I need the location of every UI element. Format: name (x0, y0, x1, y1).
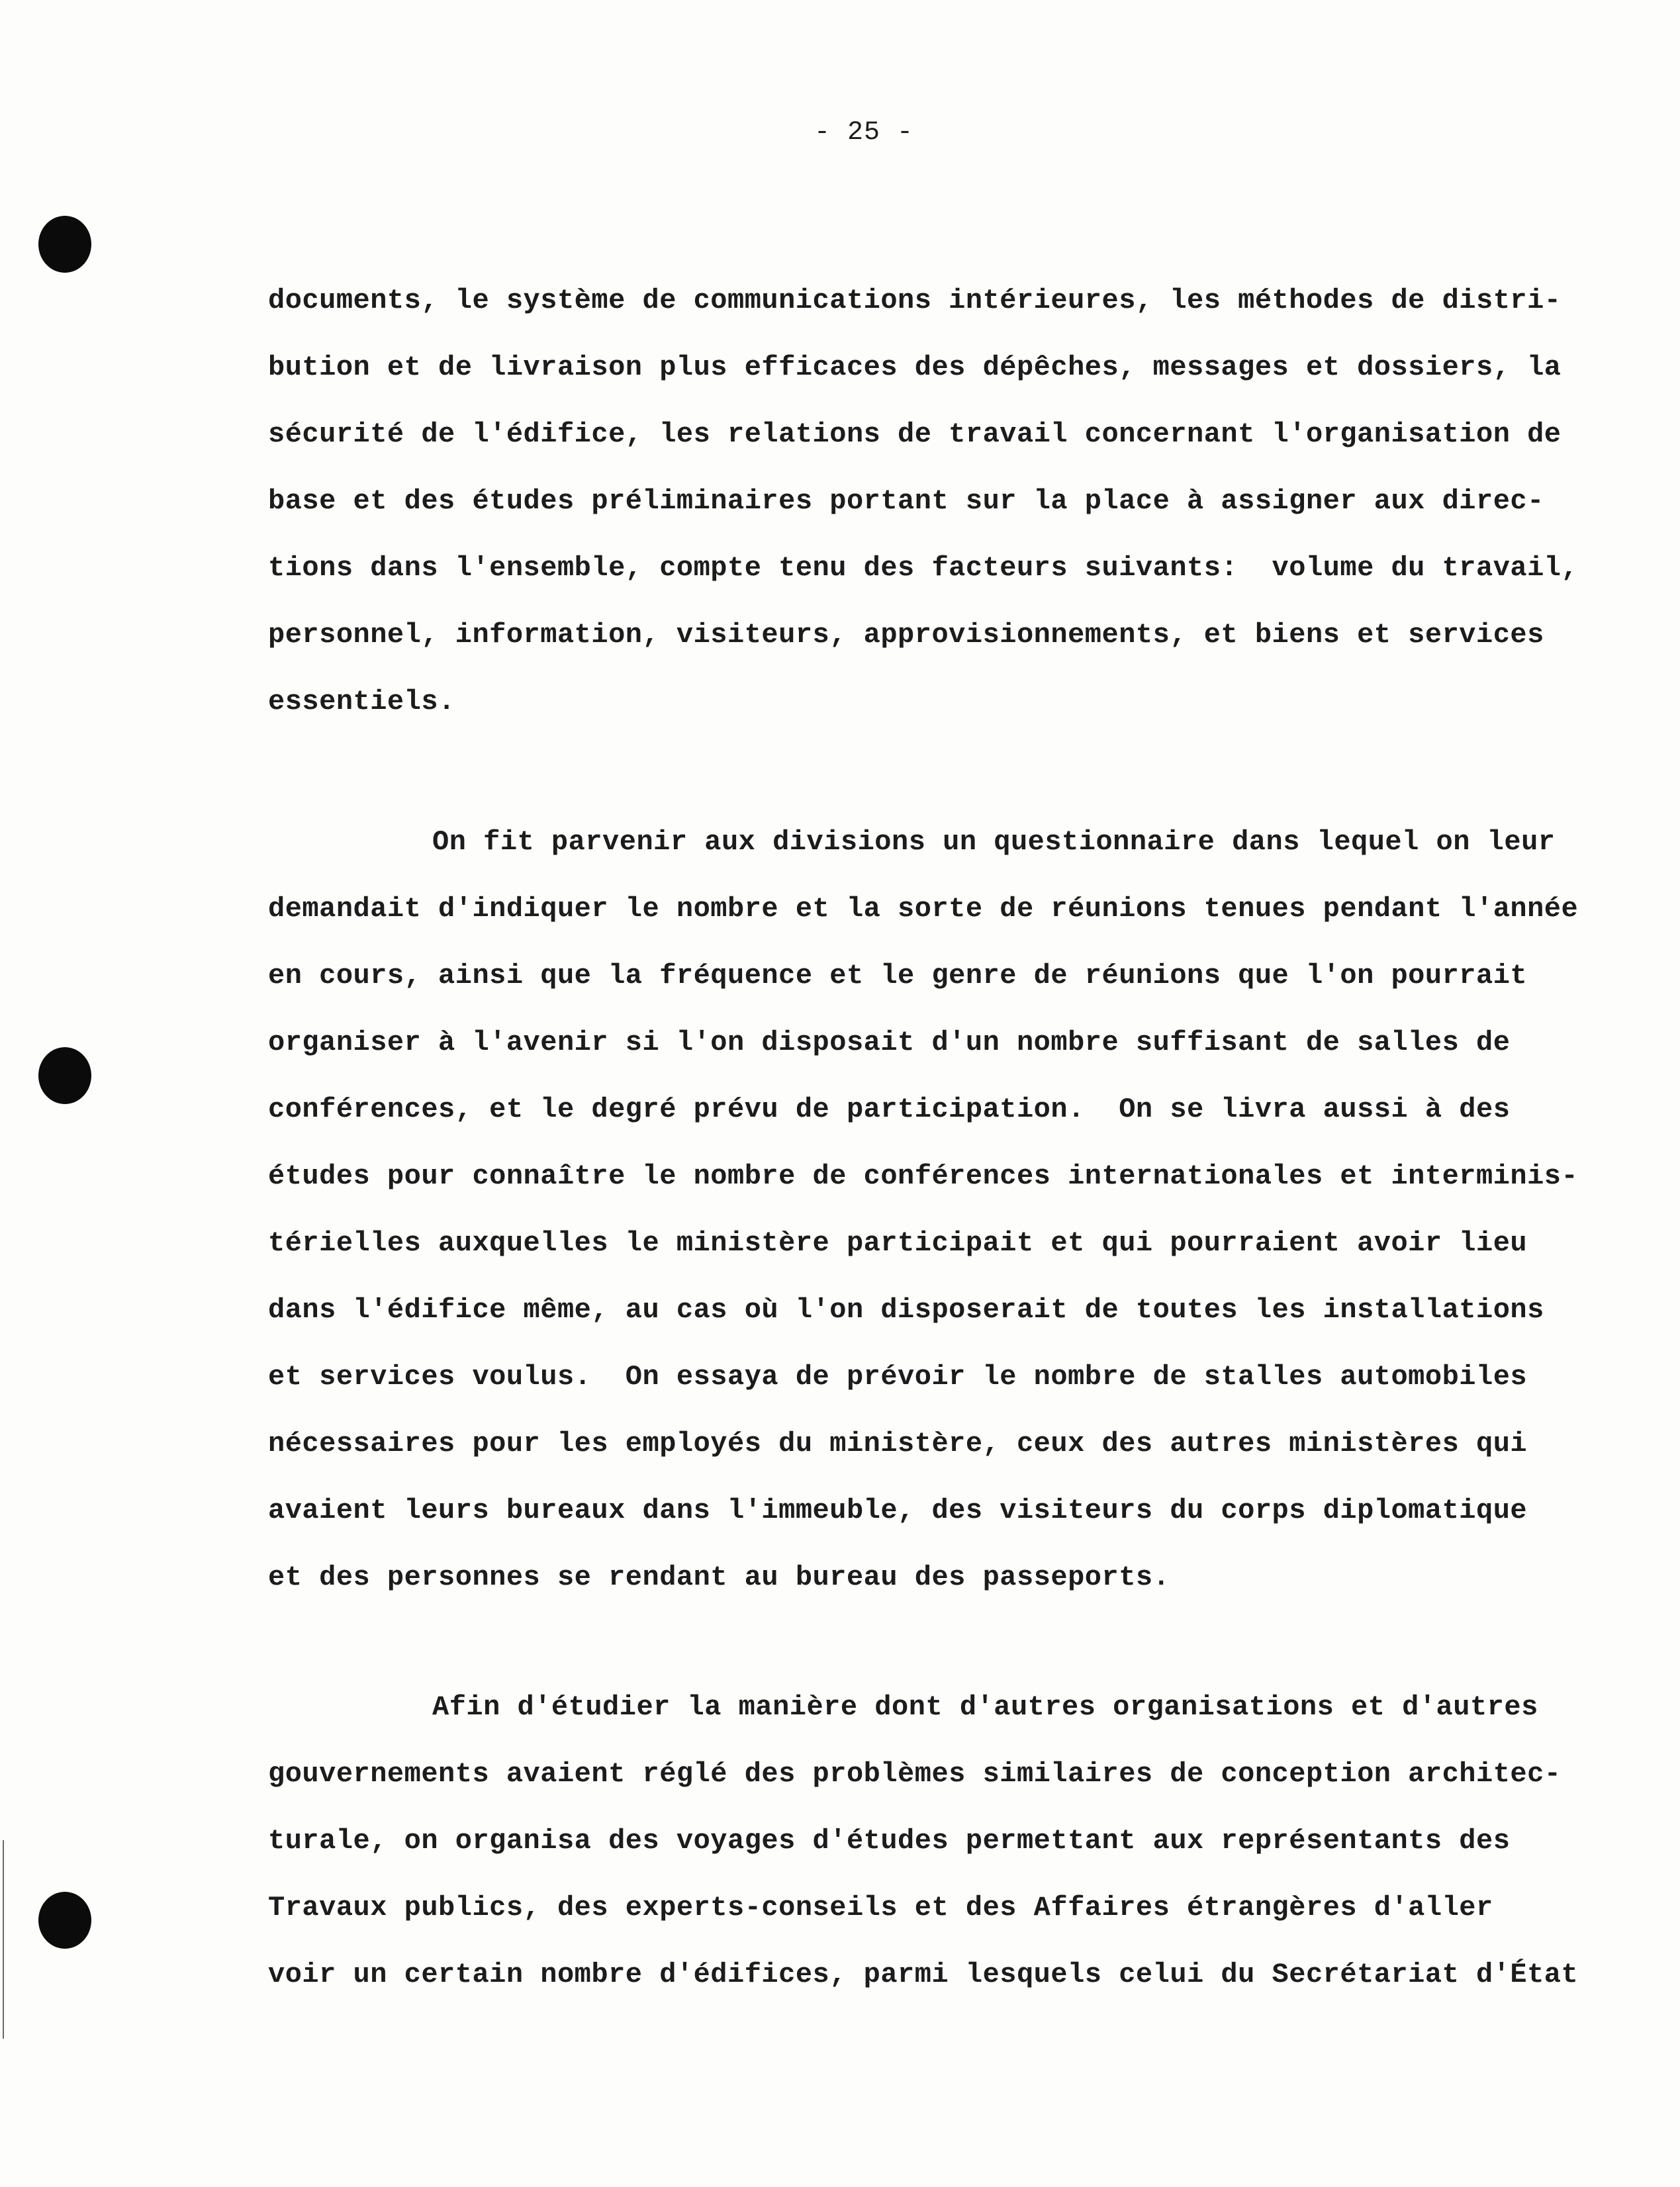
margin-scan-line (3, 1840, 4, 2039)
paragraph-1 (268, 267, 1579, 735)
page-number: - 25 - (814, 118, 914, 148)
text-line-indented: Afin d'étudier la manière dont d'autres organisations et d'autres (432, 1691, 1538, 1723)
text-line: documents, le système de communications intérieures, les méthodes de distri- (268, 285, 1562, 316)
text-line: base et des études préliminaires portant sur la place à assigner aux direc- (268, 485, 1544, 517)
text-line: essentiels. (268, 686, 455, 718)
text-line: bution et de livraison plus efficaces des dépêches, messages et dossiers, la (268, 351, 1562, 383)
punch-hole-middle (38, 1047, 91, 1104)
text-line: études pour connaître le nombre de conférences internationales et interminis- (268, 1160, 1579, 1192)
text-line: avaient leurs bureaux dans l'immeuble, des visiteurs du corps diplomatique (268, 1495, 1528, 1526)
text-line: sécurité de l'édifice, les relations de travail concernant l'organisation de (268, 418, 1562, 450)
text-line: et des personnes se rendant au bureau des passeports. (268, 1561, 1170, 1593)
paragraph-3 (268, 1674, 1579, 2008)
text-line: turale, on organisa des voyages d'études permettant aux représentants des (268, 1825, 1511, 1857)
text-line: Travaux publics, des experts-conseils et des Affaires étrangères d'aller (268, 1892, 1493, 1924)
text-line: conférences, et le degré prévu de participation. On se livra aussi à des (268, 1094, 1511, 1125)
text-line: voir un certain nombre d'édifices, parmi lesquels celui du Secrétariat d'État (268, 1959, 1579, 1990)
punch-hole-top (38, 216, 91, 273)
text-line: en cours, ainsi que la fréquence et le genre de réunions que l'on pourrait (268, 960, 1528, 992)
text-line: organiser à l'avenir si l'on disposait d'un nombre suffisant de salles de (268, 1027, 1511, 1058)
text-line: demandait d'indiquer le nombre et la sorte de réunions tenues pendant l'année (268, 893, 1579, 925)
paragraph-2 (268, 809, 1579, 1611)
text-line-indented: On fit parvenir aux divisions un questionnaire dans lequel on leur (432, 826, 1556, 858)
punch-hole-bottom (38, 1892, 91, 1949)
text-line: dans l'édifice même, au cas où l'on disposerait de toutes les installations (268, 1294, 1544, 1326)
text-line: personnel, information, visiteurs, approvisionnements, et biens et services (268, 619, 1544, 651)
text-line: térielles auxquelles le ministère participait et qui pourraient avoir lieu (268, 1227, 1528, 1259)
text-line: tions dans l'ensemble, compte tenu des facteurs suivants: volume du travail, (268, 552, 1579, 584)
text-line: nécessaires pour les employés du ministère, ceux des autres ministères qui (268, 1428, 1528, 1460)
text-line: gouvernements avaient réglé des problèmes similaires de conception architec- (268, 1758, 1562, 1790)
text-line: et services voulus. On essaya de prévoir le nombre de stalles automobiles (268, 1361, 1528, 1393)
